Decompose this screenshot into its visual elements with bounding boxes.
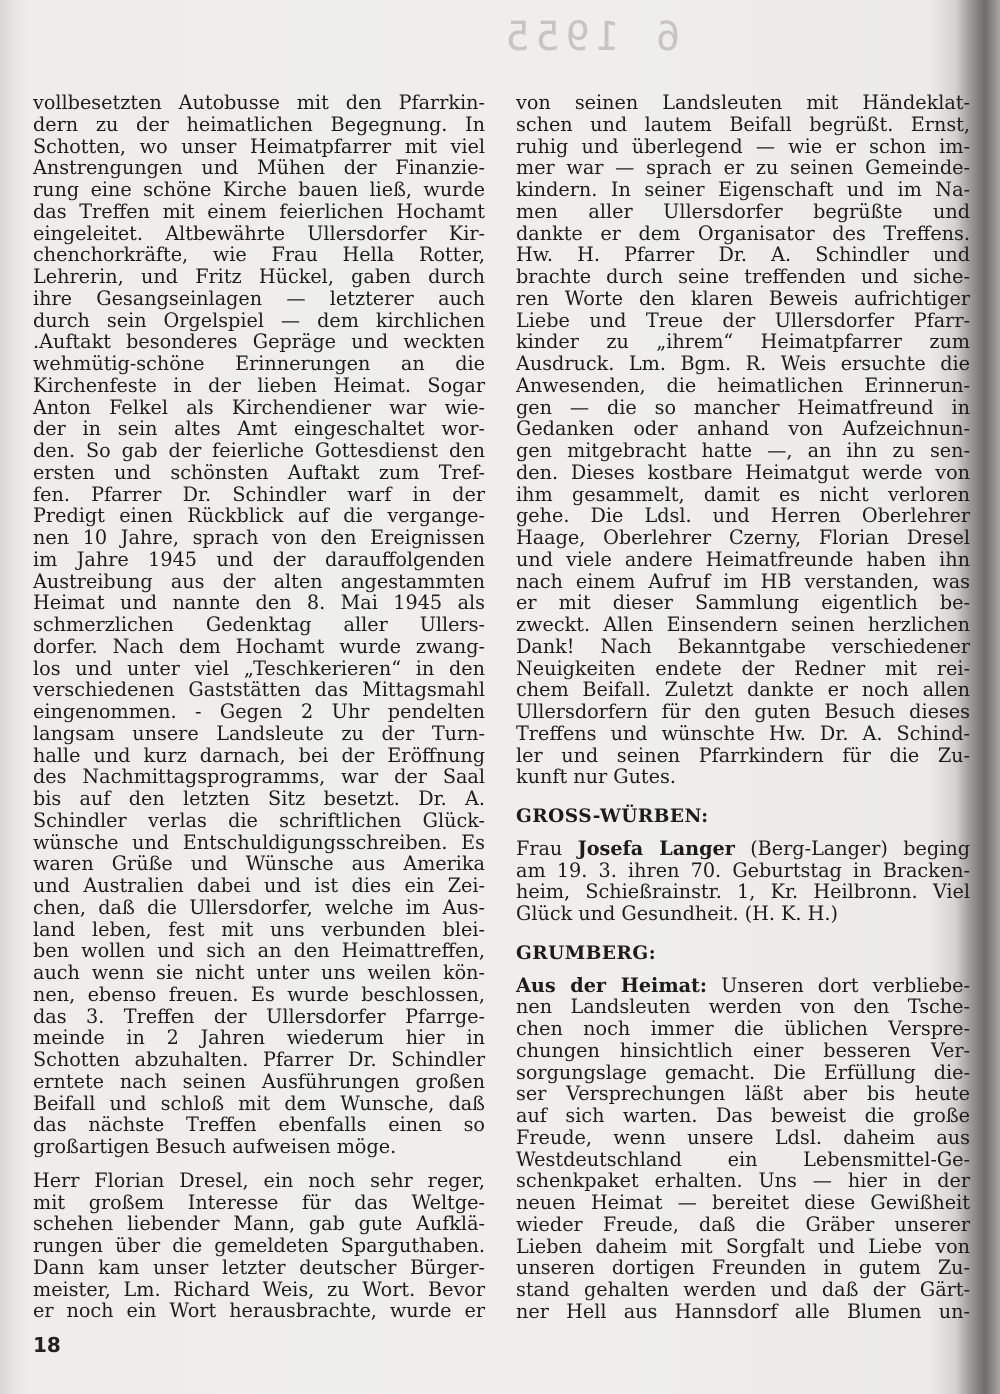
text-line: wünsche und Entschuldigungsschreiben. Es [33,830,485,854]
text-line: men aller Ullersdorfer begrüßte und [516,199,970,223]
text-line: Schotten abzuhalten. Pfarrer Dr. Schindler [33,1048,485,1071]
left-paragraph-2 [33,1170,485,1322]
text-line: durch sein Orgelspiel — dem kirchlichen [33,308,485,332]
text-line: dorfer. Nach dem Hochamt wurde zwang- [33,634,485,658]
text-line: unseren dortigen Freunden in gutem Zu- [516,1256,970,1280]
text-line: schenkpaket erhalten. Uns — hier in der [516,1169,970,1193]
text-line: das 3. Treffen der Ullersdorfer Pfarrge- [33,1004,485,1028]
text-line: das nächste Treffen ebenfalls einen so [33,1113,485,1137]
text-line: eingeleitet. Altbewährte Ullersdorfer Kir- [33,221,485,245]
text-line: nen 10 Jahre, sprach von den Ereignissen [33,526,485,549]
text-line: vollbesetzten Autobusse mit den Pfarrkin- [33,91,485,114]
text-line: Treffens und wünschte Hw. Dr. A. Schind- [516,721,970,745]
text-line: kinder zu „ihrem“ Heimatpfarrer zum [516,330,970,354]
text-line: der in sein altes Amt eingeschaltet wor- [33,417,485,441]
text-line: gen — die so mancher Heimatfreund in [516,395,970,419]
text-line: mit großem Interesse für das Weltge- [33,1190,485,1214]
text-line: rung eine schöne Kirche bauen ließ, wurde [33,178,485,201]
text-line: von seinen Landsleuten mit Händeklat- [516,91,970,114]
text-line: ben wollen und sich an den Heimattreffen, [33,939,485,963]
text-line: .Auftakt besonderes Gepräge und weckten [33,330,485,354]
text-line: Glück und Gesundheit. (H. K. H.) [516,902,838,925]
person-name-bold: Josefa Langer [577,836,735,860]
text-line: und viele andere Heimatfreunde haben ihn [516,547,970,571]
text-line: er noch ein Wort herausbrachte, wurde er [33,1299,485,1323]
text-line: Anton Felkel als Kirchendiener war wie- [33,395,485,419]
text-line: wehmütig-schöne Erinnerungen an die [33,352,485,375]
text-line: ser Versprechungen läßt aber bis heute [516,1082,970,1106]
right-paragraph-1 [516,92,970,788]
text-line: den. So gab der feierliche Gottesdienst den [33,439,485,462]
text-line: Freude, wenn unsere Ldsl. daheim aus [516,1125,970,1149]
text-line: los und unter viel „Teschkerieren“ in den [33,656,485,680]
text-line: ner Hell aus Hannsdorf alle Blumen un- [516,1299,970,1323]
text-line: Haage, Oberlehrer Czerny, Florian Dresel [516,526,970,549]
text-line: und Australien dabei und ist dies ein Zei- [33,874,485,897]
text-line: land leben, fest mit uns verbunden blei- [33,917,485,941]
text-line: er mit dieser Sammlung eigentlich be- [516,591,970,615]
text-line: meinde in 2 Jahren wiederum hier in [33,1026,485,1050]
bleed-through-date-stamp: 6 1955 [499,14,680,60]
text-line: chungen hinsichtlich einer besseren Ver- [516,1038,970,1062]
section-heading-grumberg: GRUMBERG: [516,942,657,964]
text-line: Ausdruck. Lm. Bgm. R. Weis ersuchte die [516,352,970,375]
text-line: Beifall und schloß mit dem Wunsche, daß [33,1091,485,1115]
text-line: gehe. Die Ldsl. und Herren Oberlehrer [516,504,970,528]
right-column [516,92,970,1323]
text-line: fen. Pfarrer Dr. Schindler warf in der [33,482,485,506]
text-line: chen, daß die Ullersdorfer, welche im Aus- [33,895,485,919]
text-line: auf sich warten. Das beweist die große [516,1104,970,1127]
left-column [33,92,485,1322]
text-line: rungen über die gemeldeten Sparguthaben. [33,1234,485,1257]
text-line: ler und seinen Pfarrkindern für die Zu- [516,743,970,767]
text-line: nen, ebenso freuen. Es wurde beschlossen, [33,982,485,1006]
text-line: heim, Schießrainstr. 1, Kr. Heilbronn. Viel [516,880,970,904]
text-line: dern zu der heimatlichen Begegnung. In [33,112,485,136]
text-line: sorgungslage gemacht. Die Erfüllung die- [516,1060,970,1084]
text-line: wieder Freude, daß die Gräber unserer [516,1212,970,1236]
text-line: Gedanken oder anhand von Aufzeichnun- [516,417,970,441]
text-line: Predigt einen Rückblick auf die vergange- [33,504,485,528]
text-line: des Nachmittagsprogramms, war der Saal [33,765,485,789]
text-line: chenchorkräfte, wie Frau Hella Rotter, [33,243,485,267]
text-line: den. Dieses kostbare Heimatgut werde von [516,460,970,484]
text-line: verschiedenen Gaststätten das Mittagsmahl [33,678,485,702]
text-line: chen noch immer die üblichen Verspre- [516,1017,970,1040]
text-line: ihm gesammelt, damit es nicht verloren [516,482,970,506]
text-line: im Jahre 1945 und der darauffolgenden [33,547,485,571]
text-line: nen Landsleuten werden von den Tsche- [516,995,970,1019]
text-fragment: (Berg-Langer) beging [750,836,970,860]
text-line: stand gehalten werden und daß der Gärt- [516,1278,970,1301]
text-fragment: Frau [516,836,563,860]
text-line: kindern. In seiner Eigenschaft und im Na- [516,178,970,201]
text-line: ruhig und überlegend — wie er schon im- [516,134,970,158]
left-paragraph-1 [33,92,485,1158]
text-line: eingenommen. - Gegen 2 Uhr pendelten [33,700,485,723]
text-line: Dank! Nach Bekanntgabe verschiedener [516,634,970,658]
text-line: chem Beifall. Zuletzt dankte er noch allen [516,678,970,702]
text-line: brachte durch seine treffenden und siche- [516,265,970,288]
text-line: meister, Lm. Richard Weis, zu Wort. Bevor [33,1277,485,1301]
lead-in-bold: Aus der Heimat: [516,973,708,997]
text-line: ersten und schönsten Auftakt zum Tref- [33,460,485,484]
text-line: zweckt. Allen Einsendern seinen herzlichen [516,613,970,636]
text-line: Lieben daheim mit Sorgfalt und Liebe von [516,1234,970,1258]
text-line: Liebe und Treue der Ullersdorfer Pfarr- [516,308,970,332]
text-line: Lehrerin, und Fritz Hückel, gaben durch [33,265,485,288]
text-line: Ullersdorfern für den guten Besuch dieses [516,700,970,723]
text-line: Kirchenfeste in der lieben Heimat. Sogar [33,373,485,397]
text-line: auch wenn sie nicht unter uns weilen kön- [33,961,485,984]
text-line: kunft nur Gutes. [516,765,676,789]
text-line [516,975,970,997]
text-line: halle und kurz darnach, bei der Eröffnung [33,743,485,767]
text-line: mer war — sprach er zu seinen Gemeinde- [516,156,970,180]
page-number: 18 [33,1333,61,1357]
text-line: erntete nach seinen Ausführungen großen [33,1069,485,1093]
text-line [516,838,970,860]
text-line: neuen Heimat — bereitet diese Gewißheit [516,1191,970,1214]
text-line: bis auf den letzten Sitz besetzt. Dr. A. [33,787,485,810]
section-heading-gross-wuerben: GROSS-WÜRBEN: [516,806,709,827]
text-line: dankte er dem Organisator des Treffens. [516,221,970,245]
text-line: ren Worte den klaren Beweis aufrichtiger [516,286,970,310]
text-line: Herr Florian Dresel, ein noch sehr reger, [33,1168,485,1192]
text-line: Dann kam unser letzter deutscher Bürger- [33,1255,485,1279]
text-line: Anstrengungen und Mühen der Finanzie- [33,156,485,180]
text-line: Heimat und nannte den 8. Mai 1945 als [33,591,485,615]
text-fragment: Unseren dort verbliebe- [721,973,971,997]
text-line: Hw. H. Pfarrer Dr. A. Schindler und [516,243,970,267]
text-line: nach einem Aufruf im HB verstanden, was [516,569,970,593]
text-line: ihre Gesangseinlagen — letzterer auch [33,286,485,310]
text-line: großartigen Besuch aufweisen möge. [33,1135,397,1158]
section-gross-wuerben-body [516,838,970,925]
text-line: gen mitgebracht hatte —, an ihn zu sen- [516,439,970,462]
text-line: Austreibung aus der alten angestammten [33,569,485,593]
text-line: schehen liebender Mann, gab gute Aufklä- [33,1212,485,1236]
text-line: das Treffen mit einem feierlichen Hochamt [33,199,485,223]
text-line: Schindler verlas die schriftlichen Glück- [33,808,485,832]
text-line: Neuigkeiten endete der Redner mit rei- [516,656,970,680]
text-line: schmerzlichen Gedenktag aller Ullers- [33,613,485,636]
text-line: am 19. 3. ihren 70. Geburtstag in Bracken- [516,858,970,882]
text-line: Anwesenden, die heimatlichen Erinnerun- [516,373,970,397]
text-line: langsam unsere Landsleute zu der Turn- [33,721,485,745]
text-line: Westdeutschland ein Lebensmittel-Ge- [516,1147,970,1171]
text-line: Schotten, wo unser Heimatpfarrer mit viel [33,134,485,158]
text-line: schen und lautem Beifall begrüßt. Ernst, [516,112,970,136]
text-line: waren Grüße und Wünsche aus Amerika [33,852,485,876]
paragraph-gap [33,1158,485,1170]
section-grumberg-body [516,975,970,1323]
